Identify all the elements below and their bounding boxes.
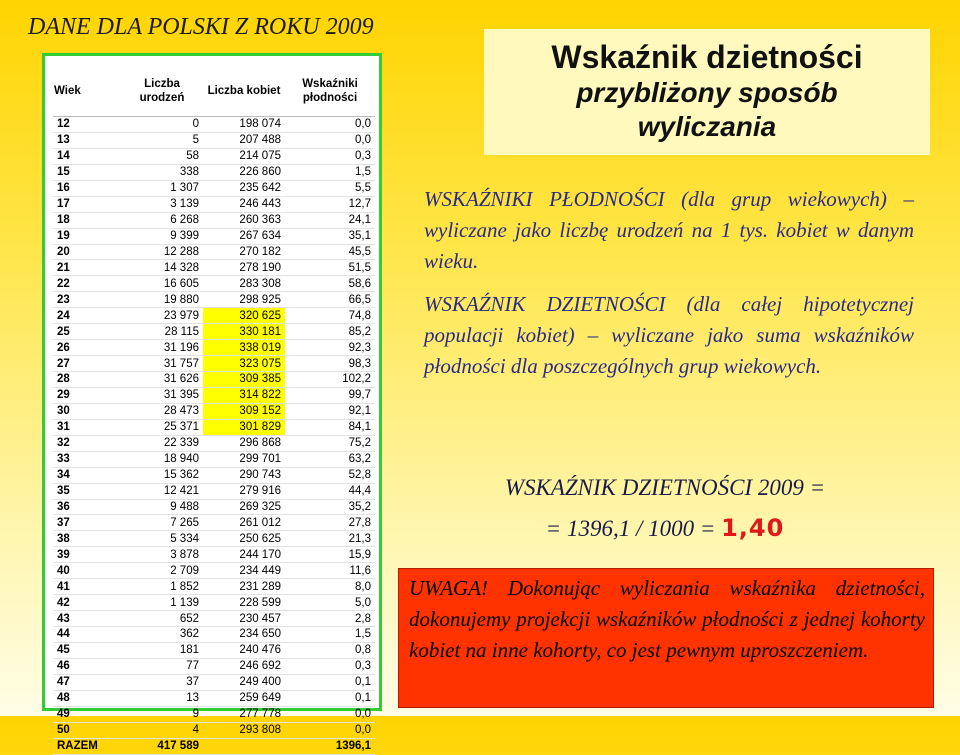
- births-cell: 4: [121, 722, 203, 738]
- table-row: [53, 451, 375, 467]
- age-cell: 17: [53, 196, 121, 212]
- births-cell: 31 626: [121, 372, 203, 388]
- births-cell: 31 196: [121, 340, 203, 356]
- women-cell: 214 075: [203, 148, 285, 164]
- age-cell: 36: [53, 499, 121, 515]
- table-row: [53, 547, 375, 563]
- births-cell: 13: [121, 690, 203, 706]
- births-cell: 77: [121, 658, 203, 674]
- women-cell: 309 385: [203, 372, 285, 388]
- fertility-cell: 0,0: [285, 117, 375, 133]
- births-cell: 1 307: [121, 180, 203, 196]
- fertility-table: [53, 66, 375, 755]
- age-cell: 14: [53, 148, 121, 164]
- age-cell: 23: [53, 292, 121, 308]
- fertility-rates-definition: WSKAŹNIKI PŁODNOŚCI (dla grup wiekowych) – wyliczane jako liczbę urodzeń na 1 tys. kobiet w danym wieku.: [424, 187, 914, 273]
- fertility-cell: 92,1: [285, 403, 375, 419]
- table-row: [53, 403, 375, 419]
- table-row: [53, 706, 375, 722]
- women-cell: 270 182: [203, 244, 285, 260]
- fertility-table-frame: [42, 53, 382, 753]
- women-cell: 246 692: [203, 658, 285, 674]
- fertility-cell: 0,1: [285, 674, 375, 690]
- women-cell: 301 829: [203, 419, 285, 435]
- table-row: [53, 148, 375, 164]
- fertility-cell: 75,2: [285, 435, 375, 451]
- warning-note-text: UWAGA! Dokonując wyliczania wskaźnika dzietności, dokonujemy projekcji wskaźników płodności z jednej kohorty kobiet na inne kohorty, co jest pewnym uproszczeniem.: [409, 576, 925, 662]
- births-cell: 12 421: [121, 483, 203, 499]
- table-row: [53, 499, 375, 515]
- table-total-row: [53, 738, 375, 754]
- table-header-row: [53, 66, 375, 117]
- fertility-cell: 63,2: [285, 451, 375, 467]
- fertility-cell: 0,0: [285, 132, 375, 148]
- age-cell: 39: [53, 547, 121, 563]
- table-row: [53, 372, 375, 388]
- women-cell: 261 012: [203, 515, 285, 531]
- table-row: [53, 642, 375, 658]
- fertility-cell: 74,8: [285, 308, 375, 324]
- age-cell: 46: [53, 658, 121, 674]
- fertility-cell: 45,5: [285, 244, 375, 260]
- births-cell: 15 362: [121, 467, 203, 483]
- births-cell: 9 399: [121, 228, 203, 244]
- total-women: [203, 738, 285, 754]
- women-cell: 269 325: [203, 499, 285, 515]
- table-row: [53, 435, 375, 451]
- births-cell: 1 139: [121, 595, 203, 611]
- table-row: [53, 467, 375, 483]
- women-cell: 293 808: [203, 722, 285, 738]
- fertility-cell: 15,9: [285, 547, 375, 563]
- births-cell: 25 371: [121, 419, 203, 435]
- fertility-cell: 35,1: [285, 228, 375, 244]
- subtitle-line2: wyliczania: [637, 111, 777, 142]
- fertility-cell: 0,3: [285, 148, 375, 164]
- fertility-cell: 8,0: [285, 579, 375, 595]
- births-cell: 31 395: [121, 387, 203, 403]
- women-cell: 235 642: [203, 180, 285, 196]
- women-cell: 299 701: [203, 451, 285, 467]
- fertility-cell: 85,2: [285, 324, 375, 340]
- table-row: [53, 164, 375, 180]
- table-row: [53, 132, 375, 148]
- age-cell: 49: [53, 706, 121, 722]
- fertility-cell: 0,8: [285, 642, 375, 658]
- fertility-cell: 84,1: [285, 419, 375, 435]
- women-cell: 246 443: [203, 196, 285, 212]
- women-cell: 234 449: [203, 563, 285, 579]
- fertility-cell: 51,5: [285, 260, 375, 276]
- age-cell: 38: [53, 531, 121, 547]
- fertility-cell: 11,6: [285, 563, 375, 579]
- fertility-cell: 0,1: [285, 690, 375, 706]
- fertility-cell: 52,8: [285, 467, 375, 483]
- fertility-cell: 1,5: [285, 627, 375, 643]
- age-cell: 29: [53, 387, 121, 403]
- women-cell: 330 181: [203, 324, 285, 340]
- births-cell: 16 605: [121, 276, 203, 292]
- table-row: [53, 212, 375, 228]
- age-cell: 19: [53, 228, 121, 244]
- births-cell: 9 488: [121, 499, 203, 515]
- women-cell: 309 152: [203, 403, 285, 419]
- total-label: RAZEM: [53, 738, 121, 754]
- table-row: [53, 483, 375, 499]
- fertility-cell: 24,1: [285, 212, 375, 228]
- births-cell: 652: [121, 611, 203, 627]
- women-cell: 231 289: [203, 579, 285, 595]
- women-cell: 283 308: [203, 276, 285, 292]
- births-cell: 28 115: [121, 324, 203, 340]
- births-cell: 0: [121, 117, 203, 133]
- women-cell: 323 075: [203, 356, 285, 372]
- births-cell: 18 940: [121, 451, 203, 467]
- births-cell: 3 878: [121, 547, 203, 563]
- age-cell: 13: [53, 132, 121, 148]
- births-cell: 1 852: [121, 579, 203, 595]
- age-cell: 37: [53, 515, 121, 531]
- women-cell: 244 170: [203, 547, 285, 563]
- women-cell: 234 650: [203, 627, 285, 643]
- col-header-fertility: Wskaźniki płodności: [285, 66, 375, 117]
- women-cell: 290 743: [203, 467, 285, 483]
- births-cell: 31 757: [121, 356, 203, 372]
- births-cell: 5: [121, 132, 203, 148]
- women-cell: 298 925: [203, 292, 285, 308]
- women-cell: 277 778: [203, 706, 285, 722]
- births-cell: 7 265: [121, 515, 203, 531]
- age-cell: 24: [53, 308, 121, 324]
- fertility-cell: 44,4: [285, 483, 375, 499]
- table-row: [53, 674, 375, 690]
- main-title: Wskaźnik dzietności: [551, 39, 863, 75]
- slide-title: DANE DLA POLSKI Z ROKU 2009: [28, 14, 374, 40]
- age-cell: 12: [53, 117, 121, 133]
- table-row: [53, 690, 375, 706]
- age-cell: 47: [53, 674, 121, 690]
- women-cell: 259 649: [203, 690, 285, 706]
- fertility-cell: 35,2: [285, 499, 375, 515]
- births-cell: 3 139: [121, 196, 203, 212]
- births-cell: 181: [121, 642, 203, 658]
- age-cell: 16: [53, 180, 121, 196]
- fertility-cell: 92,3: [285, 340, 375, 356]
- fertility-cell: 0,0: [285, 706, 375, 722]
- births-cell: 23 979: [121, 308, 203, 324]
- women-cell: 226 860: [203, 164, 285, 180]
- table-row: [53, 595, 375, 611]
- fertility-cell: 102,2: [285, 372, 375, 388]
- births-cell: 22 339: [121, 435, 203, 451]
- table-row: [53, 324, 375, 340]
- age-cell: 18: [53, 212, 121, 228]
- fertility-cell: 66,5: [285, 292, 375, 308]
- table-row: [53, 292, 375, 308]
- age-cell: 22: [53, 276, 121, 292]
- age-cell: 33: [53, 451, 121, 467]
- births-cell: 58: [121, 148, 203, 164]
- table-row: [53, 228, 375, 244]
- fertility-cell: 5,5: [285, 180, 375, 196]
- age-cell: 20: [53, 244, 121, 260]
- age-cell: 26: [53, 340, 121, 356]
- table-row: [53, 117, 375, 133]
- table-row: [53, 579, 375, 595]
- births-cell: 37: [121, 674, 203, 690]
- age-cell: 32: [53, 435, 121, 451]
- total-fertility: 1396,1: [285, 738, 375, 754]
- subtitle-line1: przybliżony sposób: [576, 77, 838, 108]
- births-cell: 6 268: [121, 212, 203, 228]
- fertility-cell: 99,7: [285, 387, 375, 403]
- women-cell: 228 599: [203, 595, 285, 611]
- fertility-cell: 2,8: [285, 611, 375, 627]
- women-cell: 207 488: [203, 132, 285, 148]
- births-cell: 19 880: [121, 292, 203, 308]
- table-row: [53, 722, 375, 738]
- age-cell: 42: [53, 595, 121, 611]
- women-cell: 249 400: [203, 674, 285, 690]
- table-row: [53, 180, 375, 196]
- births-cell: 2 709: [121, 563, 203, 579]
- table-row: [53, 658, 375, 674]
- table-row: [53, 340, 375, 356]
- fertility-cell: 5,0: [285, 595, 375, 611]
- women-cell: 320 625: [203, 308, 285, 324]
- births-cell: 14 328: [121, 260, 203, 276]
- table-row: [53, 563, 375, 579]
- table-row: [53, 244, 375, 260]
- women-cell: 314 822: [203, 387, 285, 403]
- fertility-cell: 12,7: [285, 196, 375, 212]
- fertility-cell: 1,5: [285, 164, 375, 180]
- age-cell: 48: [53, 690, 121, 706]
- age-cell: 34: [53, 467, 121, 483]
- births-cell: 12 288: [121, 244, 203, 260]
- age-cell: 45: [53, 642, 121, 658]
- women-cell: 260 363: [203, 212, 285, 228]
- formula-block: [410, 468, 920, 549]
- women-cell: 230 457: [203, 611, 285, 627]
- age-cell: 15: [53, 164, 121, 180]
- age-cell: 28: [53, 372, 121, 388]
- formula-line2: [410, 508, 920, 549]
- women-cell: 296 868: [203, 435, 285, 451]
- women-cell: 278 190: [203, 260, 285, 276]
- age-cell: 44: [53, 627, 121, 643]
- table-row: [53, 627, 375, 643]
- fertility-index-definition: WSKAŹNIK DZIETNOŚCI (dla całej hipotetycznej populacji kobiet) – wyliczane jako suma wskaźników płodności dla poszczególnych grup wiekowych.: [424, 292, 914, 378]
- women-cell: 198 074: [203, 117, 285, 133]
- table-row: [53, 356, 375, 372]
- women-cell: 240 476: [203, 642, 285, 658]
- col-header-age: Wiek: [53, 66, 121, 117]
- fertility-cell: 58,6: [285, 276, 375, 292]
- fertility-cell: 0,3: [285, 658, 375, 674]
- age-cell: 35: [53, 483, 121, 499]
- age-cell: 21: [53, 260, 121, 276]
- age-cell: 40: [53, 563, 121, 579]
- women-cell: 267 634: [203, 228, 285, 244]
- formula-calculation: = 1396,1 / 1000 =: [545, 516, 722, 541]
- age-cell: 41: [53, 579, 121, 595]
- births-cell: 9: [121, 706, 203, 722]
- age-cell: 43: [53, 611, 121, 627]
- fertility-cell: 27,8: [285, 515, 375, 531]
- age-cell: 25: [53, 324, 121, 340]
- table-row: [53, 387, 375, 403]
- title-box: [484, 29, 930, 155]
- table-row: [53, 308, 375, 324]
- formula-result: 1,40: [721, 514, 785, 542]
- births-cell: 362: [121, 627, 203, 643]
- table-body: [53, 117, 375, 755]
- table-row: [53, 260, 375, 276]
- births-cell: 28 473: [121, 403, 203, 419]
- age-cell: 30: [53, 403, 121, 419]
- table-row: [53, 419, 375, 435]
- table-row: [53, 276, 375, 292]
- women-cell: 279 916: [203, 483, 285, 499]
- col-header-women: Liczba kobiet: [203, 66, 285, 117]
- age-cell: 50: [53, 722, 121, 738]
- col-header-births: Liczba urodzeń: [121, 66, 203, 117]
- fertility-cell: 0,0: [285, 722, 375, 738]
- women-cell: 338 019: [203, 340, 285, 356]
- births-cell: 5 334: [121, 531, 203, 547]
- births-cell: 338: [121, 164, 203, 180]
- total-births: 417 589: [121, 738, 203, 754]
- fertility-cell: 21,3: [285, 531, 375, 547]
- age-cell: 27: [53, 356, 121, 372]
- age-cell: 31: [53, 419, 121, 435]
- table-row: [53, 515, 375, 531]
- women-cell: 250 625: [203, 531, 285, 547]
- table-row: [53, 531, 375, 547]
- formula-line1: WSKAŹNIK DZIETNOŚCI 2009 =: [504, 475, 826, 500]
- warning-note-box: [398, 568, 934, 708]
- table-row: [53, 196, 375, 212]
- fertility-cell: 98,3: [285, 356, 375, 372]
- table-row: [53, 611, 375, 627]
